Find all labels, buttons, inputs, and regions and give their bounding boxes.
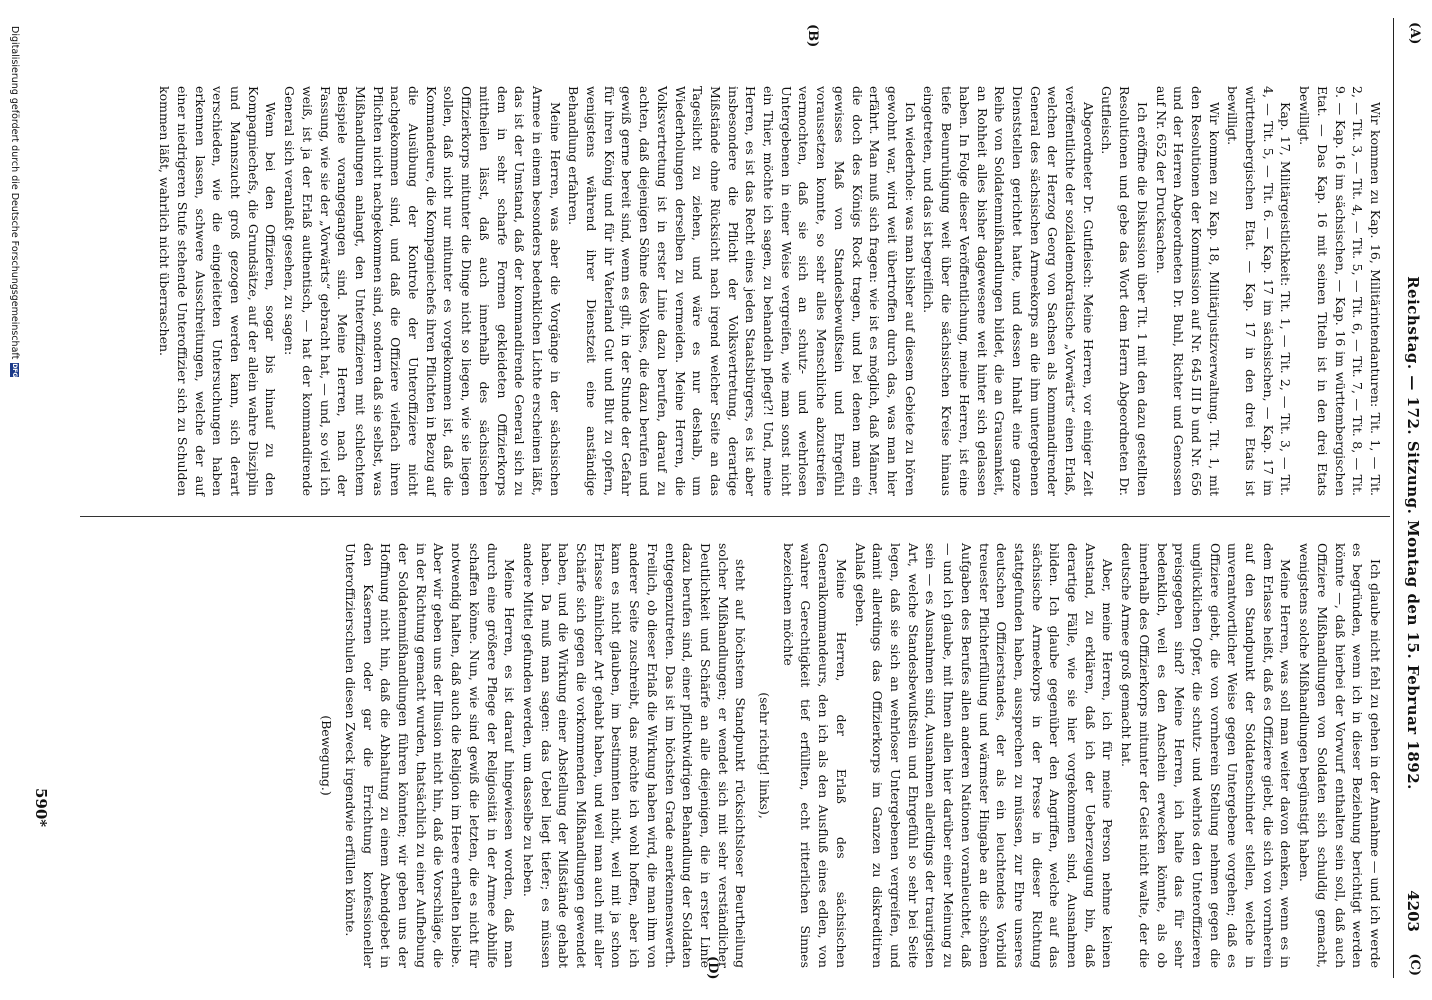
- paragraph: Meine Herren, es ist darauf hingewiesen worden, daß man durch eine größere Pflege der Religiosität in der Armee Abhilfe schaffen könne. Nun, wie sind gewiß die letzten, die es nicht für notwendig halten, daß auch die Religion im Heere erhalten bleibe. Aber wir geben uns der Illusion nicht hin, daß die Vorschläge, die in der Richtung gemacht wurden, thatsächlich zu einer Aufhebung der Soldatenmißhandlungen führen könnten; wir geben uns der Hoffnung nicht hin, daß die Abhaltung zu einem Abendgebet in den Kasernen oder gar die Errichtung konfessioneller Unteroffizierschulen diesen Zweck irgendwie erfüllen könnte.: [342, 543, 518, 968]
- paragraph: Kap. 17, Militärgeistlichkeit: Tit. 1, — Tit. 2, — Tit. 3, — Tit. 4, — Tit. 5, — Tit. 6. — Kap. 17 im sächsischen, — Kap. 17 im württembergischen Etat. — Kap. 17 in den drei Etats ist bewilligt.: [1225, 86, 1294, 496]
- page-signature: 590*: [32, 788, 50, 828]
- dfg-logo-icon: DFG: [11, 363, 18, 378]
- interjection: (Bewegung.): [319, 715, 335, 796]
- column-divider: [80, 516, 1390, 517]
- interjection: (sehr richtig! links),: [757, 692, 773, 819]
- paragraph: Meine Herren, was aber die Vorgänge in der sächsischen Armee in einem besonders bedenklichen Lichte erscheinen läßt, das ist der Umstand, daß der kommandirende General sich zu dem in sehr scharfe Formen gekleideten Offizierkorps mittheilen lässt, daß auch innerhalb des sächsischen Offizierkorps mitunter die Dinge nicht so liegen, wie sie liegen sollen, daß nicht nur mitunter es vorgekommen ist, daß die Kommandeure, die Kompagniechefs ihren Pflichten in Bezug auf die Ausübung der Kontrole der Unteroffiziere nicht nachgekommen sind, und daß die Offiziere vielfach ihren Pflichten nicht nachgekommen sind, sondern daß sie selbst, was Mißhandlungen anlangt, den Unteroffizieren mit schlechtem Beispiele vorangegangen sind. Meine Herren, nach der Fassung, wie sie der „Vorwärts“ gebracht hat, — und, so viel ich weiß, ist ja der Erlaß authentisch, — hat der kommandirende General sich veranlaßt gesehen, zu sagen:: [282, 86, 563, 496]
- paragraph: Ich wiederhole: was man bisher auf diesem Gebiete zu hören gewohnt war, wird weit übertroffen durch das, was man hier erfährt. Man muß sich fragen: wie ist es möglich, daß Männer, die doch des Königs Rock tragen, und bei denen man ein gewisses Maß von Standesbewußtsein und Ehrgefühl voraussetzen konnte, so sehr alles Menschliche abzustreifen vermochten, daß sie sich an schutz- und wehrlosen Untergebenen in einer Weise vergreifen, wie man sonst nicht ein Thier, möchte ich sagen, zu behandeln pflegt?! Und, meine Herren, es ist das Recht eines jeden Staatsbürgers, es ist aber insbesondere die Pflicht der Volksvertretung, derartige Mißstände ohne Rücksicht nach irgend welcher Seite an das Tageslicht zu ziehen, und wäre es nur deshalb, um Wiederholungen derselben zu vermeiden. Meine Herren, die Volksvertretung ist in erster Linie dazu berufen, darauf zu achten, daß diejenigen Söhne des Volkes, die dazu berufen und gewiß gerne bereit sind, wenn es gilt, in der Stunde der Gefahr für ihren König und für ihr Vaterland Gut und Blut zu opfern, wenigstens während ihrer Dienstzeit eine anständige Behandlung erfahren.: [566, 86, 918, 496]
- left-column: [154, 86, 1384, 496]
- credit-text: Digitalisierung gefördert durch die Deutsche Forschungsgemeinschaft: [9, 26, 20, 360]
- header-marker-c: (C): [1407, 953, 1422, 976]
- paragraph: Ich eröffne die Diskussion über Tit. 1 mit den dazu gestellten Resolutionen und gebe das Wort dem Herrn Abgeordneten Dr. Gutfleisch.: [1099, 86, 1150, 496]
- digitization-credit: [9, 26, 20, 377]
- paragraph: Wir kommen zu Kap. 18, Militärjustizverwaltung. Tit. 1, mit den Resolutionen der Kommission auf Nr. 645 III b und Nr. 656 und der Herren Abgeordneten Dr. Buhl, Richter und Genossen auf Nr. 652 der Drucksachen.: [1153, 86, 1222, 496]
- page-number: 4203: [1404, 890, 1422, 932]
- paragraph: steht auf höchstem Standpunkt rücksichtsloser Beurtheilung solcher Mißhandlungen; er wendet sich mit sehr verständlicher Deutlichkeit und Schärfe an alle diejenigen, die in erster Linie dazu berufen sind, einer pflichtwidrigen Behandlung der Soldaten entgegenzutreten. Das ist im höchsten Grade anerkennenswerth. Freilich, ob dieser Erlaß die Wirkung haben wird, die man ihm von anderer Seite zuschreibt, das möchte ich wohl hoffen, aber ich kann es nicht glauben, im bestimmten nicht, weil mit ja schon Erlasse ähnlicher Art gehabt haben, und weil man auch mit aller Schärfe sich gegen die vorkommenden Mißhandlungen gewendet haben, und die Wirkung einer Abstellung der Mißstände gehabt haben. Da muß man sagen: das Uebel liegt tiefer; es müssen andere Mittel gefunden werden, um dasselbe zu heben.: [520, 543, 749, 968]
- page-header: [1393, 18, 1430, 978]
- paragraph: Meine Herren, der Erlaß des sächsischen Generalkommandeurs, den ich als den Ausfluß eines edlen, von wahrer Gerechtigkeit tief erfüllten, echt ritterlichen Sinnes bezeichnen möchte: [780, 543, 849, 968]
- right-column: [312, 543, 1384, 968]
- paragraph: Wenn bei den Offizieren, sogar bis hinauf zu den Kompagniechefs, die Grundsätze, auf der allein wahre Disziplin und Mannszucht groß gezogen werden kann, sich derart verschieden, wie die eingeleiteten Untersuchungen haben erkennen lassen, schwere Ausschreitungen, welche der auf einer niedrigeren Stufe stehende Unteroffizier sich zu Schulden kommen läßt, wahrlich nicht überraschen.: [157, 86, 279, 496]
- paragraph: Meine Herren, was soll man weiter davon denken, wenn es in dem Erlasse heißt, daß es Offiziere giebt, die sich von vornherein auf den Standpunkt der Soldatenschinder stellen, welche in unverantwortlicher Weise gegen Untergebene vorgehen; daß es Offiziere giebt, die von vornherein Stellung nehmen gegen die unglücklichen Opfer, die schutz- und wehrlos den Unteroffizieren preisgegeben sind? Meine Herren, ich halte das für sehr bedenklich, weil es den Anschein erwecken könnte, als ob innerhalb des Offizierkorps mitunter der Geist nicht walte, der die deutsche Armee groß gemacht hat.: [1119, 543, 1294, 968]
- newspaper-sheet: [9, 8, 1430, 988]
- paragraph: Aber, meine Herren, ich für meine Person nehme keinen Anstand, zu erklären, daß ich der Ueberzeugung bin, daß derartige Fälle, wie sie hier vorgekommen sind, Ausnahmen bilden. Ich glaube gegenüber den Angriffen, welche auf das sächsische Armeekorps in der Presse in dieser Richtung stattgefunden haben, aussprechen zu müssen, zur Ehre unseres deutschen Offizierstandes, der als ein leuchtendes Vorbild treuester Pflichterfüllung und wärmster Hingabe an die schönen Aufgaben des Berufes allen anderen Nationen voranleuchtet, daß — und ich glaube, mit Ihnen allen hier darüber einer Meinung zu sein — es Ausnahmen sind, Ausnahmen allerdings der traurigsten Art, welche Standesbewußtsein und Ehrgefühl so sehr bei Seite legen, daß sie sich an wehrloser Untergebenen vergreifen, und damit allerdings das Offizierkorps im Ganzen zu diskreditiren Anlaß geben.: [852, 543, 1116, 968]
- margin-marker-b: (B): [805, 24, 820, 48]
- paragraph: Wir kommen zu Kap. 16, Militärintendanturen: Tit. 1, — Tit. 2, — Tit. 3, — Tit. 4, — Tit. 5, — Tit. 6, — Tit. 7, — Tit. 8, — Tit. 9. — Kap. 16 im sächsischen, — Kap. 16 im württembergischen Etat. — Das Kap. 16 mit seinen Titeln ist in den drei Etats bewilligt.: [1297, 86, 1383, 496]
- paragraph: Ich glaube nicht fehl zu gehen in der Annahme — und ich werde es begründen, wenn ich in dieser Beziehung berichtigt werden könnte —, daß hierbei der Vorwurf enthalten sein soll, daß auch Offiziere Mißhandlungen von Soldaten sich schuldig gemacht, wenigstens solche Mißhandlungen begünstigt haben.: [1297, 543, 1383, 968]
- margin-marker-d: (D): [705, 956, 720, 980]
- header-title: Reichstag. — 172. Sitzung. Montag den 15. Februar 1892.: [1404, 276, 1422, 790]
- paragraph: Abgeordneter Dr. Gutfleisch: Meine Herren, vor einiger Zeit veröffentlichte der sozialdemokratische „Vorwärts“ einen Erlaß, welchen der Herzog Georg von Sachsen als kommandirender General des sächsischen Armeekorps an die ihm untergebenen Dienststellen gerichtet hatte, und dessen Inhalt eine ganze Reihe von Soldatenmißhandlungen bildet, die an Grausamkeit, an Rohheit alles bisher dagewesene weit hinter sich gelassen haben. In Folge dieser Veröffentlichung, meine Herren, ist eine tiefe Beunruhigung weit über die sächsischen Kreise hinaus eingetreten, und das ist begreiflich.: [921, 86, 1096, 496]
- header-marker-a: (A): [1407, 22, 1422, 45]
